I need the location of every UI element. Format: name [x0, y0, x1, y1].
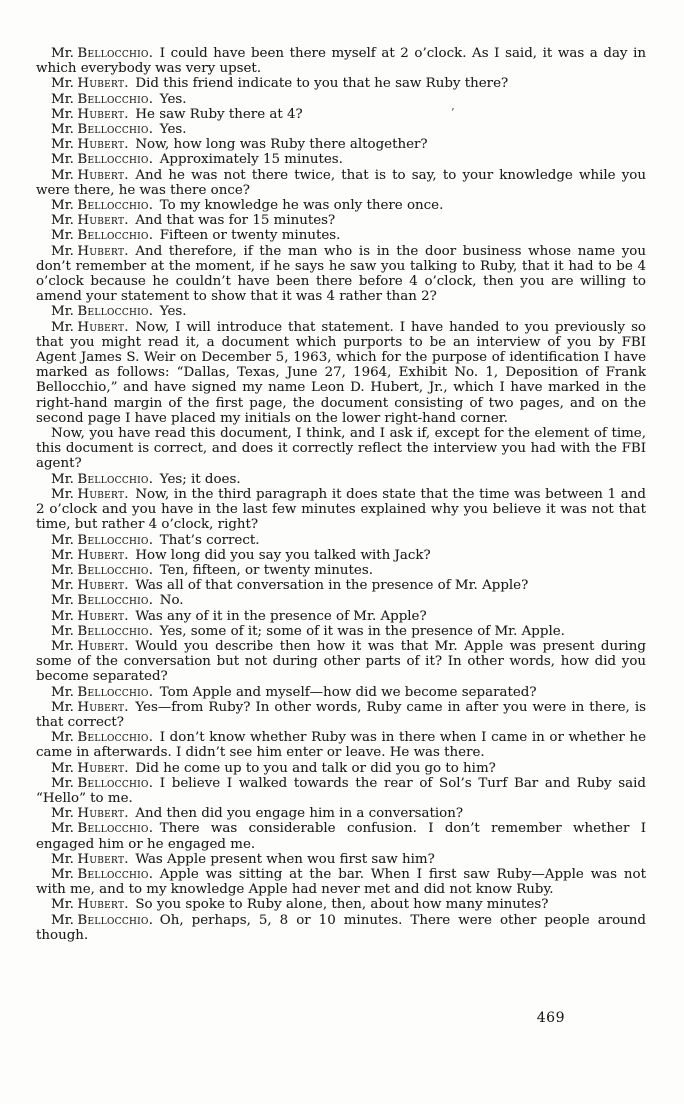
- speaker-honorific: Mr.: [51, 532, 74, 548]
- transcript-paragraph: [36, 867, 646, 897]
- transcript: [36, 46, 646, 943]
- speaker-name: Bellocchio.: [77, 122, 154, 138]
- speaker-honorific: Mr.: [51, 608, 74, 624]
- speech-text: Oh, perhaps, 5, 8 or 10 minutes. There were other people around though.: [36, 912, 646, 943]
- speaker-honorific: Mr.: [51, 547, 74, 563]
- speaker-name: Hubert.: [77, 608, 129, 624]
- speech-text: And that was for 15 minutes?: [135, 213, 336, 229]
- speaker-honorific: Mr.: [51, 806, 74, 822]
- transcript-paragraph: [36, 137, 646, 152]
- speaker-name: Bellocchio.: [77, 730, 154, 746]
- speaker-name: Hubert.: [77, 106, 129, 122]
- speaker-name: Hubert.: [77, 578, 129, 594]
- speaker-name: Bellocchio.: [77, 471, 154, 487]
- speech-text: Yes.: [159, 122, 187, 138]
- speaker-name: Bellocchio.: [77, 532, 154, 548]
- speech-text: Did he come up to you and talk or did you go to him?: [135, 760, 496, 776]
- transcript-paragraph: [36, 761, 646, 776]
- transcript-paragraph: [36, 122, 646, 137]
- speaker-name: Bellocchio.: [77, 623, 154, 639]
- speaker-honorific: Mr.: [51, 152, 74, 168]
- speech-text: I could have been there myself at 2 o’clock. As I said, it was a day in which everybody was very upset.: [36, 46, 646, 77]
- speech-text: Now, in the third paragraph it does state that the time was between 1 and 2 o’clock and you have in the last few minutes explained why you believe it was not that time, but rather 4 o’clock, right?: [36, 486, 646, 533]
- transcript-paragraph: [36, 897, 646, 912]
- transcript-paragraph: [36, 639, 646, 685]
- stray-ink-mark-artifact: ’: [451, 106, 455, 119]
- transcript-paragraph: [36, 213, 646, 228]
- speech-text: There was considerable confusion. I don’t remember whether I engaged him or he engaged me.: [36, 821, 646, 852]
- speaker-name: Bellocchio.: [77, 562, 154, 578]
- speaker-honorific: Mr.: [51, 821, 74, 837]
- speaker-name: Bellocchio.: [77, 198, 154, 214]
- speaker-honorific: Mr.: [51, 684, 74, 700]
- speaker-honorific: Mr.: [51, 486, 74, 502]
- speaker-honorific: Mr.: [51, 137, 74, 153]
- speaker-honorific: Mr.: [51, 122, 74, 138]
- speaker-name: Hubert.: [77, 243, 129, 259]
- speech-text: That’s correct.: [159, 532, 260, 548]
- transcript-paragraph: [36, 806, 646, 821]
- speech-text: Ten, fifteen, or twenty minutes.: [159, 562, 373, 578]
- speech-text: Apple was sitting at the bar. When I first saw Ruby—Apple was not with me, and to my knowledge Apple had never met and did not know Ruby.: [36, 866, 646, 898]
- speech-text: Tom Apple and myself—how did we become separated?: [159, 684, 537, 700]
- speech-text: How long did you say you talked with Jack?: [135, 547, 431, 563]
- speech-text: To my knowledge he was only there once.: [159, 198, 444, 214]
- speaker-name: Hubert.: [77, 167, 129, 183]
- transcript-paragraph: [36, 593, 646, 608]
- speech-text: Yes.: [159, 91, 187, 107]
- transcript-paragraph: [36, 578, 646, 593]
- transcript-paragraph: [36, 563, 646, 578]
- speaker-name: Bellocchio.: [77, 228, 154, 244]
- speaker-honorific: Mr.: [51, 76, 74, 92]
- speaker-honorific: Mr.: [51, 775, 74, 791]
- speech-text: Was any of it in the presence of Mr. Apple?: [135, 608, 427, 624]
- speaker-name: Bellocchio.: [77, 775, 154, 791]
- speech-text: Was all of that conversation in the presence of Mr. Apple?: [135, 578, 529, 594]
- speech-text: Fifteen or twenty minutes.: [159, 228, 341, 244]
- speaker-name: Hubert.: [77, 76, 129, 92]
- transcript-paragraph: [36, 533, 646, 548]
- speech-text: I believe I walked towards the rear of Sol’s Turf Bar and Ruby said “Hello” to me.: [36, 775, 646, 806]
- transcript-paragraph: [36, 320, 646, 426]
- transcript-paragraph: [36, 228, 646, 243]
- transcript-paragraph: [36, 730, 646, 760]
- speaker-name: Hubert.: [77, 699, 129, 715]
- transcript-paragraph: [36, 107, 646, 122]
- transcript-paragraph: [36, 852, 646, 867]
- speaker-name: Bellocchio.: [77, 91, 154, 107]
- speaker-name: Hubert.: [77, 137, 129, 153]
- speaker-honorific: Mr.: [51, 243, 74, 259]
- speaker-name: Bellocchio.: [77, 152, 154, 168]
- speaker-name: Hubert.: [77, 897, 129, 913]
- speaker-honorific: Mr.: [51, 562, 74, 578]
- speaker-name: Bellocchio.: [77, 593, 154, 609]
- speaker-name: Hubert.: [77, 547, 129, 563]
- transcript-paragraph: [36, 685, 646, 700]
- speaker-name: Hubert.: [77, 851, 129, 867]
- speaker-name: Hubert.: [77, 638, 129, 654]
- speaker-name: Bellocchio.: [77, 821, 154, 837]
- speaker-name: Hubert.: [77, 760, 129, 776]
- speaker-honorific: Mr.: [51, 304, 74, 320]
- speaker-honorific: Mr.: [51, 198, 74, 214]
- speaker-honorific: Mr.: [51, 699, 74, 715]
- speaker-name: Bellocchio.: [77, 684, 154, 700]
- speech-text: Was Apple present when wou first saw him?: [135, 851, 435, 867]
- transcript-paragraph: [36, 700, 646, 730]
- speaker-honorific: Mr.: [51, 106, 74, 122]
- speaker-name: Hubert.: [77, 319, 129, 335]
- speaker-honorific: Mr.: [51, 91, 74, 107]
- transcript-paragraph: [36, 609, 646, 624]
- speech-text: Now, you have read this document, I think, and I ask if, except for the element of time, this document is correct, and does it correctly reflect the interview you had with the FBI agent?: [36, 426, 646, 472]
- speech-text: And then did you engage him in a conversation?: [135, 806, 464, 822]
- speaker-honorific: Mr.: [51, 213, 74, 229]
- transcript-paragraph: [36, 46, 646, 76]
- transcript-paragraph: [36, 198, 646, 213]
- speaker-honorific: Mr.: [51, 46, 74, 61]
- speaker-honorific: Mr.: [51, 167, 74, 183]
- speech-text: Yes, some of it; some of it was in the presence of Mr. Apple.: [159, 623, 565, 639]
- transcript-paragraph: [36, 244, 646, 305]
- page-number: 469: [536, 1010, 565, 1026]
- speaker-honorific: Mr.: [51, 638, 74, 654]
- speaker-name: Hubert.: [77, 213, 129, 229]
- speech-text: Approximately 15 minutes.: [159, 152, 343, 168]
- speaker-honorific: Mr.: [51, 623, 74, 639]
- speech-text: Yes—from Ruby? In other words, Ruby came in after you were in there, is that correct?: [36, 699, 646, 730]
- speech-text: And therefore, if the man who is in the door business whose name you don’t remember at the moment, if he says he saw you talking to Ruby, that it had to be 4 o’clock because he couldn’t have been there before 4 o’clock, then you are willing to amend your statement to show that it was 4 rather than 2?: [36, 243, 646, 305]
- transcript-paragraph: [36, 152, 646, 167]
- speaker-name: Bellocchio.: [77, 912, 154, 928]
- transcript-paragraph: [36, 76, 646, 91]
- transcript-paragraph: [36, 821, 646, 851]
- transcript-paragraph: [36, 168, 646, 198]
- speaker-name: Hubert.: [77, 486, 129, 502]
- speaker-honorific: Mr.: [51, 730, 74, 746]
- speaker-honorific: Mr.: [51, 471, 74, 487]
- transcript-paragraph: [36, 92, 646, 107]
- speech-text: And he was not there twice, that is to say, to your knowledge while you were there, he was there once?: [36, 167, 646, 198]
- speech-text: Yes.: [159, 304, 187, 320]
- speech-text: Would you describe then how it was that Mr. Apple was present during some of the conversation but not during other parts of it? In other words, how did you become separated?: [36, 638, 646, 685]
- speaker-name: Bellocchio.: [77, 46, 154, 61]
- transcript-paragraph: [36, 548, 646, 563]
- speech-text: Yes; it does.: [159, 471, 241, 487]
- speaker-name: Bellocchio.: [77, 304, 154, 320]
- speaker-honorific: Mr.: [51, 760, 74, 776]
- transcript-paragraph: [36, 426, 646, 472]
- speaker-honorific: Mr.: [51, 593, 74, 609]
- speaker-honorific: Mr.: [51, 851, 74, 867]
- transcript-paragraph: [36, 304, 646, 319]
- transcript-paragraph: [36, 487, 646, 533]
- speech-text: Now, I will introduce that statement. I have handed to you previously so that you might read it, a document which purports to be an interview of you by FBI Agent James S. Weir on December 5, 1963, which for the purpose of identification I have marked as follows: “Dallas, Texas, June 27, 1964, Exhibit No. 1, Deposition of Frank Bellocchio,” and have signed my name Leon D. Hubert, Jr., which I have marked in the right-hand margin of the first page, the document consisting of two pages, and on the second page I have placed my initials on the lower right-hand corner.: [36, 319, 646, 426]
- speech-text: Now, how long was Ruby there altogether?: [135, 137, 428, 153]
- transcript-paragraph: [36, 624, 646, 639]
- speaker-name: Hubert.: [77, 806, 129, 822]
- transcript-paragraph: [36, 913, 646, 943]
- speaker-name: Bellocchio.: [77, 866, 154, 882]
- speech-text: No.: [159, 593, 184, 609]
- speech-text: Did this friend indicate to you that he saw Ruby there?: [135, 76, 509, 92]
- speaker-honorific: Mr.: [51, 319, 74, 335]
- speaker-honorific: Mr.: [51, 897, 74, 913]
- speaker-honorific: Mr.: [51, 228, 74, 244]
- speech-text: He saw Ruby there at 4?: [135, 106, 303, 122]
- transcript-paragraph: [36, 472, 646, 487]
- speech-text: I don’t know whether Ruby was in there when I came in or whether he came in afterwards. I didn’t see him enter or leave. He was there.: [36, 730, 646, 761]
- speaker-honorific: Mr.: [51, 912, 74, 928]
- speaker-honorific: Mr.: [51, 866, 74, 882]
- speaker-honorific: Mr.: [51, 578, 74, 594]
- transcript-paragraph: [36, 776, 646, 806]
- speech-text: So you spoke to Ruby alone, then, about how many minutes?: [135, 897, 549, 913]
